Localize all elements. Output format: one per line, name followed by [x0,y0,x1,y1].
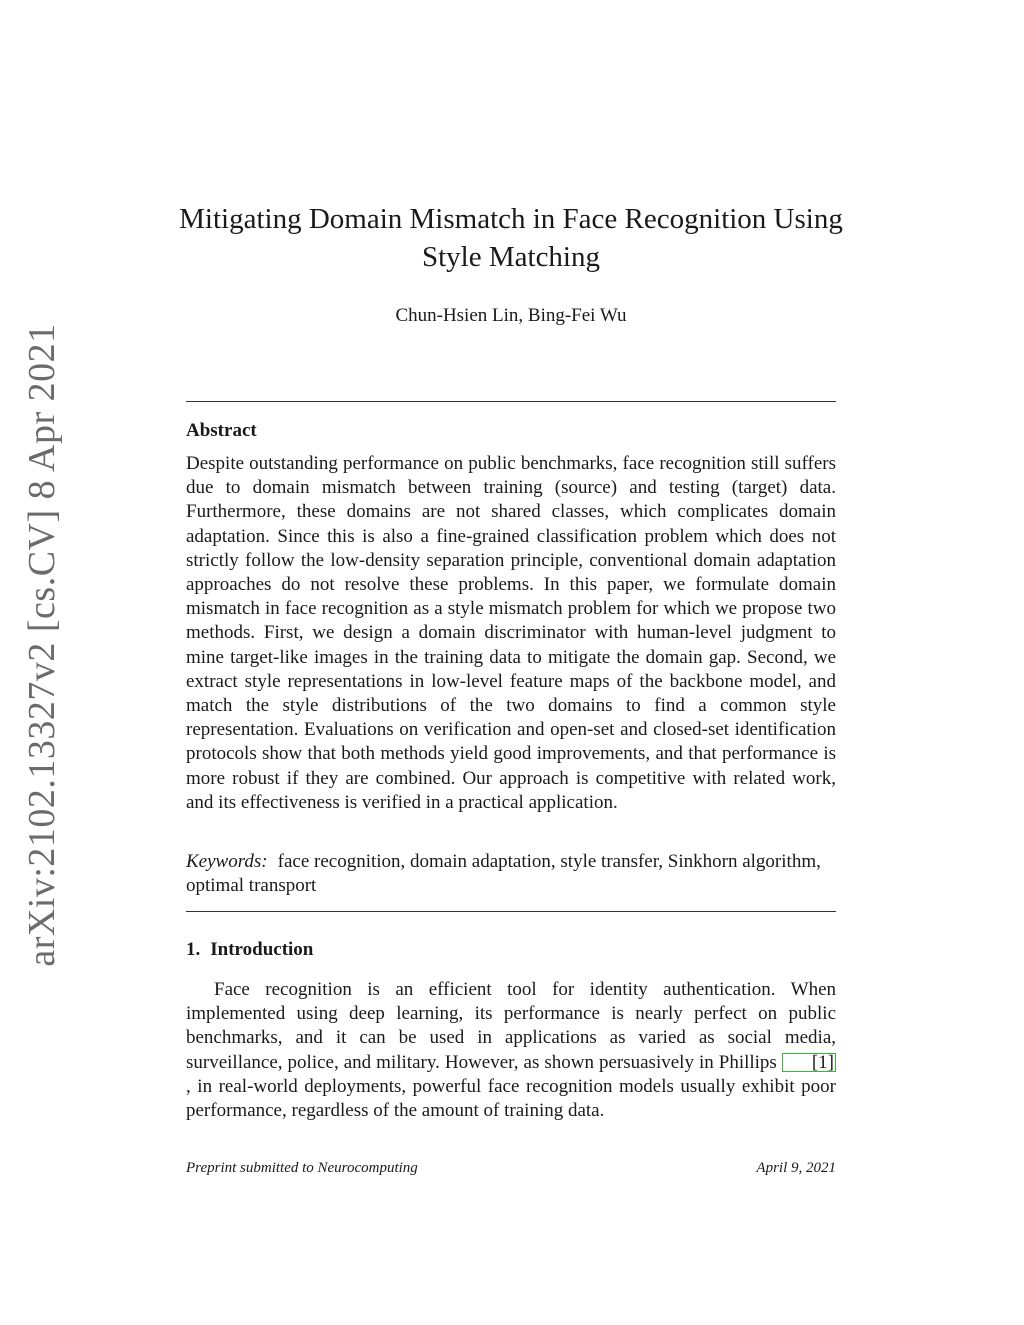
citation-link[interactable]: [1] [782,1053,836,1072]
keywords-label: Keywords: [186,851,268,872]
arxiv-stamp: arXiv:2102.13327v2 [cs.CV] 8 Apr 2021 [21,323,63,967]
paper-authors: Chun-Hsien Lin, Bing-Fei Wu [395,305,627,326]
section-title: Introduction [210,939,314,960]
section-number: 1. [186,939,201,960]
paper-title: Mitigating Domain Mismatch in Face Recognition Using Style Matching [179,203,843,273]
abstract-heading: Abstract [186,420,257,441]
footer-preprint-note: Preprint submitted to Neurocomputing [186,1160,418,1176]
keywords-text: face recognition, domain adaptation, style transfer, Sinkhorn algorithm, optimal transport [186,851,821,897]
intro-text-before-cite: Face recognition is an efficient tool for identity authentication. When implemented using deep learning, its performance is nearly perfect on public benchmarks, and it can be used in applications as varied as social media, surveillance, police, and military. However, as shown persuasively in Phillips [186,979,836,1073]
keywords [186,850,836,898]
abstract-body: Despite outstanding performance on public benchmarks, face recognition still suffers due to domain mismatch between training (source) and testing (target) data. Furthermore, these domains are not shared classes, which complicates domain adaptation. Since this is also a fine-grained classification problem which does not strictly follow the low-density separation principle, conventional domain adaptation approaches do not resolve these problems. In this paper, we formulate domain mismatch in face recognition as a style mismatch problem for which we propose two methods. First, we design a domain discriminator with human-level judgment to mine target-like images in the training data to mitigate the domain gap. Second, we extract style representations in low-level feature maps of the backbone model, and match the style distributions of the two domains to find a common style representation. Evaluations on verification and open-set and closed-set identification protocols show that both methods yield good improvements, and that performance is more robust if they are combined. Our approach is competitive with related work, and its effectiveness is verified in a practical application. [186,453,836,813]
section-heading-introduction [186,938,313,962]
abstract-top-rule [186,401,836,402]
abstract-bottom-rule [186,911,836,912]
introduction-paragraph [186,978,836,1123]
intro-text-after-cite: , in real-world deployments, powerful face recognition models usually exhibit poor performance, regardless of the amount of training data. [186,1075,836,1122]
footer-date: April 9, 2021 [756,1160,836,1176]
